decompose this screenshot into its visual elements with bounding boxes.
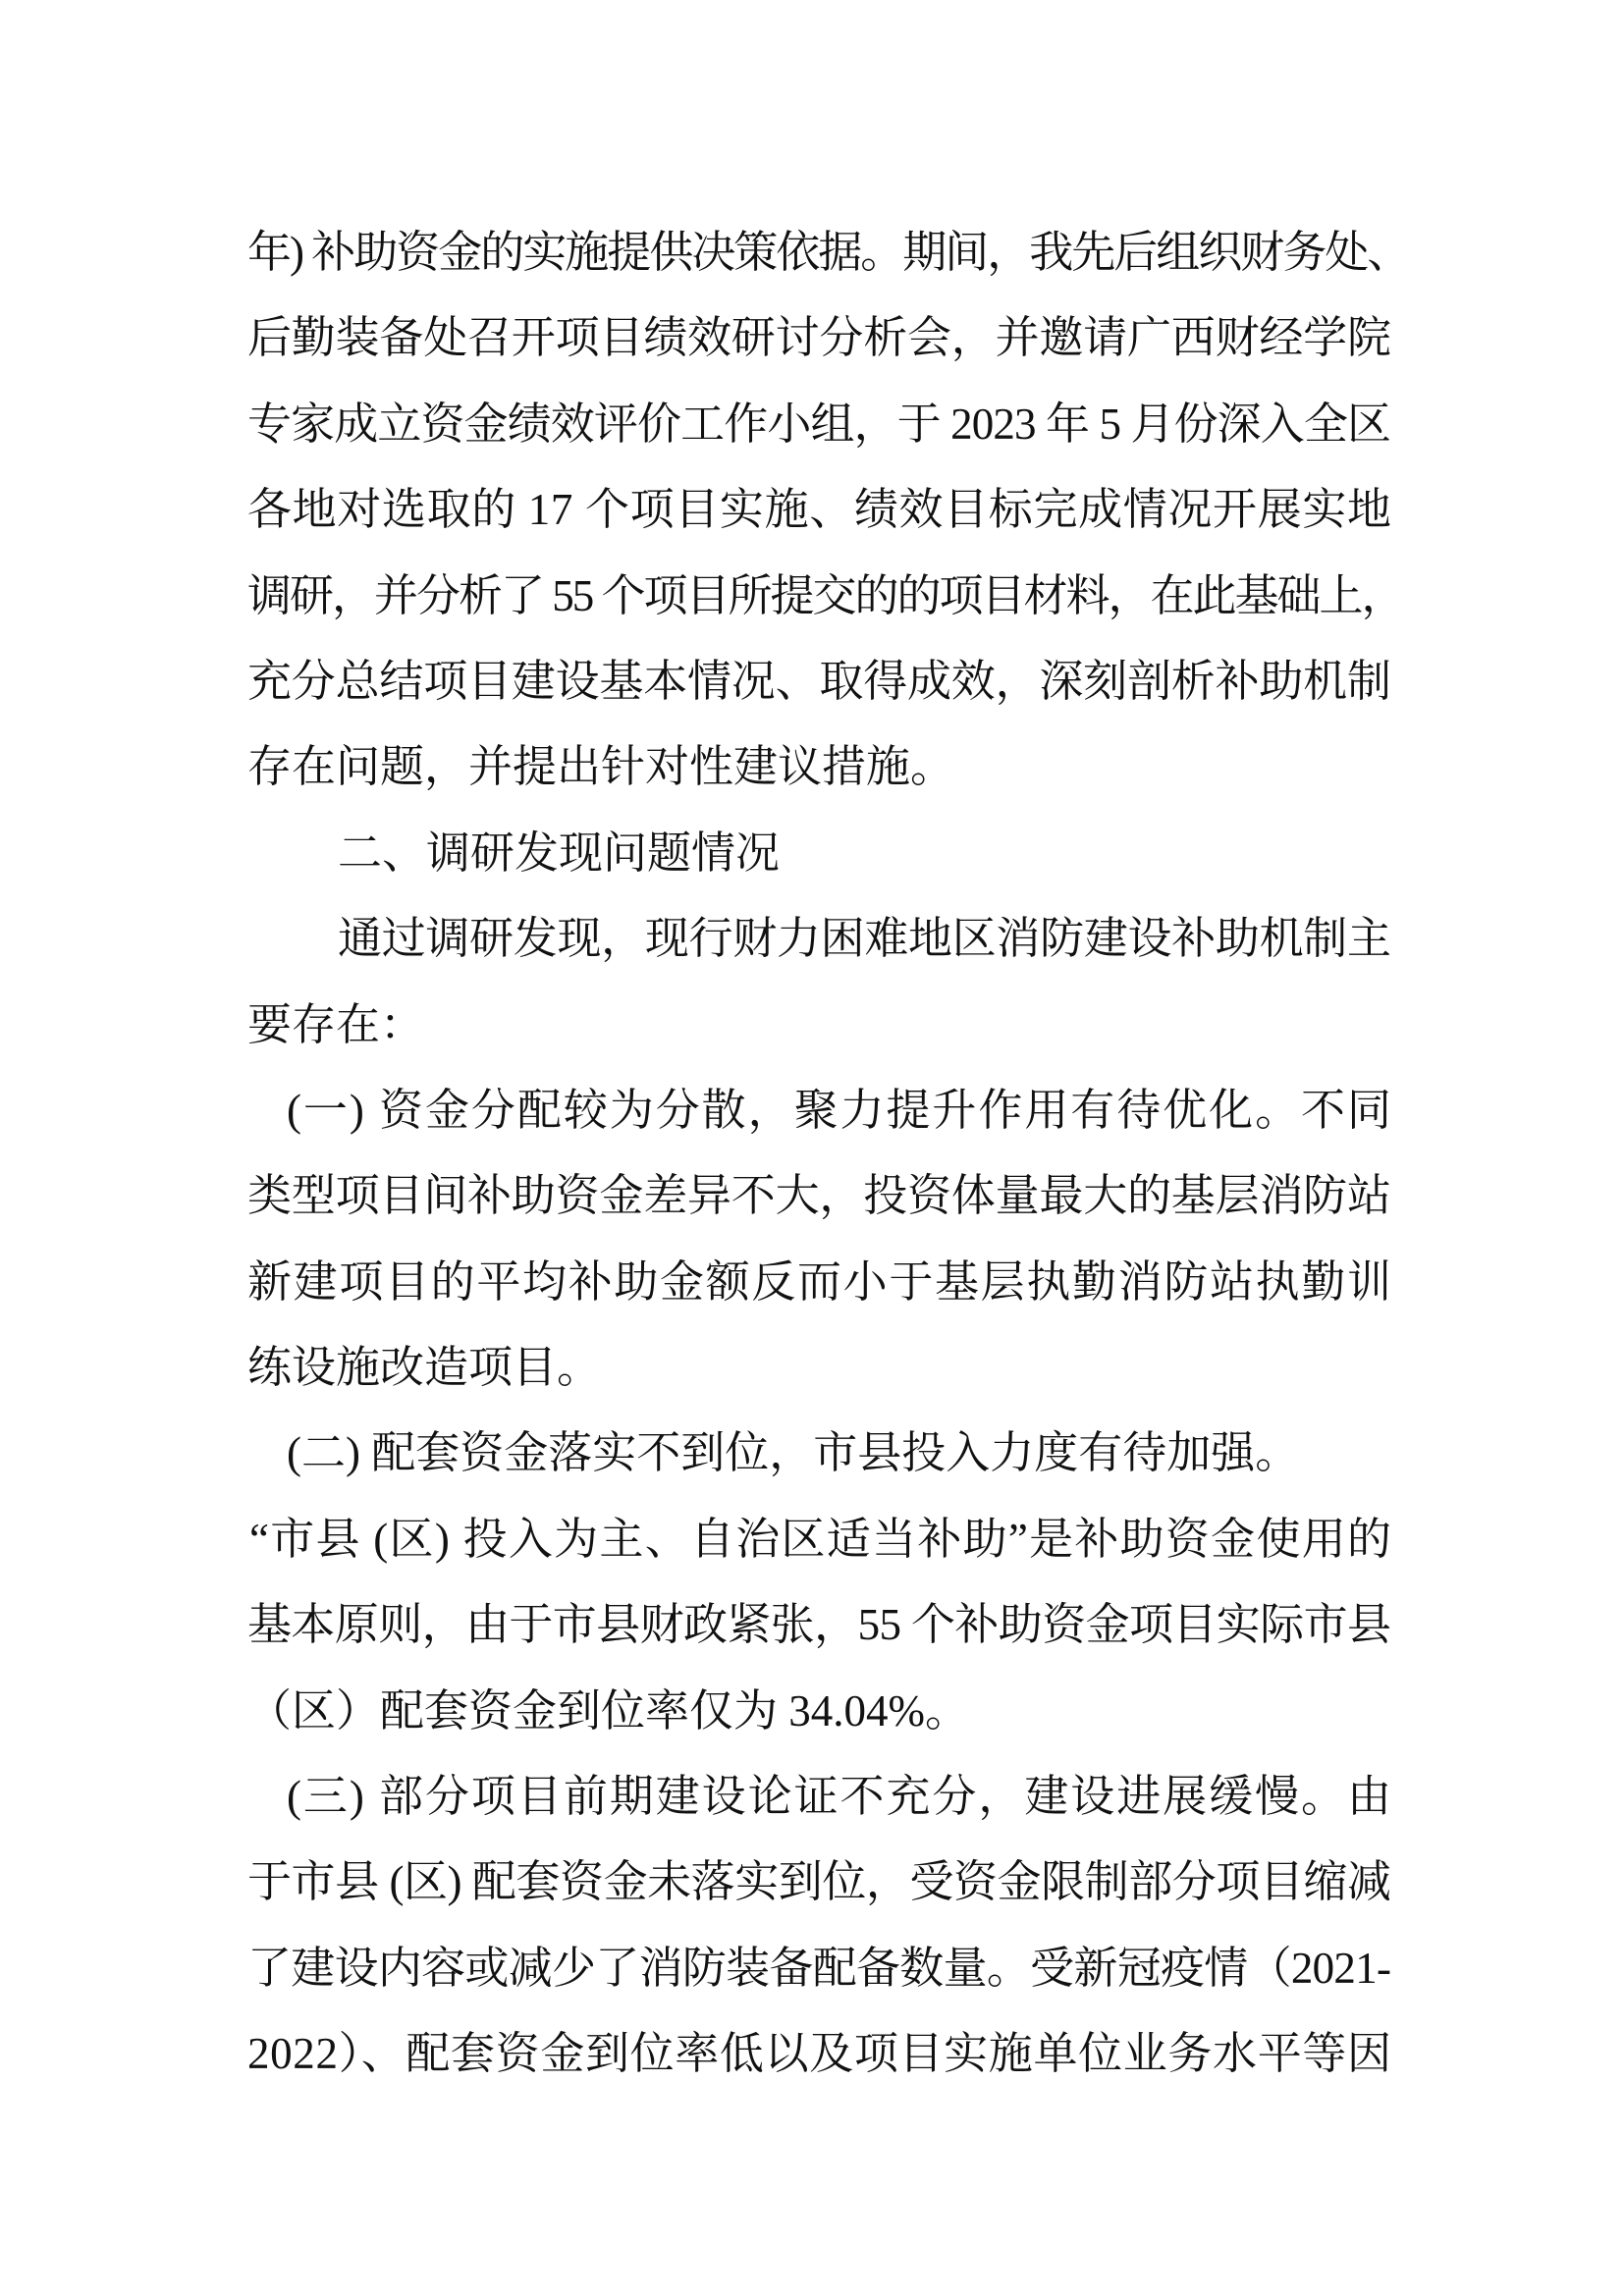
line-text: (一) 资金分配较为分散，聚力提升作用有待优化。不同 bbox=[287, 1085, 1393, 1135]
paragraph-line bbox=[247, 1240, 1391, 1325]
section-heading bbox=[247, 811, 1391, 896]
line-text: 调研，并分析了 55 个项目所提交的的项目材料，在此基础上， bbox=[247, 570, 1404, 620]
paragraph-line bbox=[247, 1153, 1391, 1239]
line-text: 存在问题，并提出针对性建议措施。 bbox=[247, 742, 955, 792]
paragraph-line bbox=[247, 1669, 1391, 1754]
paragraph-line bbox=[247, 295, 1391, 381]
line-text: 专家成立资金绩效评价工作小组，于 2023 年 5 月份深入全区 bbox=[247, 399, 1391, 449]
line-text: 基本原则，由于市县财政紧张，55 个补助资金项目实际市县 bbox=[247, 1600, 1391, 1650]
line-text: (三) 部分项目前期建设论证不充分，建设进展缓慢。由 bbox=[287, 1772, 1393, 1822]
paragraph-line bbox=[247, 1840, 1391, 1925]
line-text: 后勤装备处召开项目绩效研讨分析会，并邀请广西财经学院 bbox=[247, 313, 1391, 363]
paragraph-line bbox=[247, 983, 1391, 1068]
body-text bbox=[247, 210, 1410, 2098]
line-text: 通过调研发现，现行财力困难地区消防建设补助机制主 bbox=[338, 914, 1391, 964]
paragraph-line bbox=[247, 1582, 1391, 1668]
line-text: 类型项目间补助资金差异不大，投资体量最大的基层消防站 bbox=[247, 1171, 1391, 1221]
line-text: “市县 (区) 投入为主、自治区适当补助”是补助资金使用的 bbox=[249, 1514, 1393, 1564]
subheading-line bbox=[247, 1411, 1391, 1496]
line-text: 了建设内容或减少了消防装备配备数量。受新冠疫情（2021- bbox=[247, 1943, 1391, 1993]
paragraph-line bbox=[247, 382, 1391, 467]
subheading-line bbox=[247, 1068, 1391, 1153]
line-text: 新建项目的平均补助金额反而小于基层执勤消防站执勤训 bbox=[247, 1256, 1393, 1307]
subheading-line bbox=[247, 1754, 1391, 1840]
paragraph-line bbox=[247, 2011, 1391, 2097]
line-text: 要存在： bbox=[247, 999, 425, 1049]
line-text: 年) 补助资金的实施提供决策依据。期间，我先后组织财务处、 bbox=[247, 228, 1410, 277]
line-text: 练设施改造项目。 bbox=[247, 1343, 602, 1393]
line-text: (二) 配套资金落实不到位，市县投入力度有待加强。 bbox=[287, 1428, 1300, 1478]
paragraph-line bbox=[247, 724, 1391, 810]
paragraph-line bbox=[247, 554, 1404, 639]
paragraph-line bbox=[247, 467, 1391, 553]
paragraph-line bbox=[247, 210, 1410, 295]
paragraph-line bbox=[247, 1926, 1391, 2011]
paragraph-line bbox=[247, 1325, 1391, 1411]
paragraph-line bbox=[247, 1497, 1391, 1582]
paragraph-line bbox=[247, 896, 1391, 982]
heading-text: 二、调研发现问题情况 bbox=[338, 828, 781, 878]
line-text: 充分总结项目建设基本情况、取得成效，深刻剖析补助机制 bbox=[247, 656, 1391, 706]
line-text: （区）配套资金到位率仅为 34.04%。 bbox=[247, 1685, 969, 1735]
paragraph-line bbox=[247, 639, 1391, 724]
line-text: 于市县 (区) 配套资金未落实到位，受资金限制部分项目缩减 bbox=[247, 1857, 1391, 1907]
line-text: 2022）、配套资金到位率低以及项目实施单位业务水平等因 bbox=[247, 2029, 1392, 2079]
line-text: 各地对选取的 17 个项目实施、绩效目标完成情况开展实地 bbox=[247, 485, 1392, 535]
